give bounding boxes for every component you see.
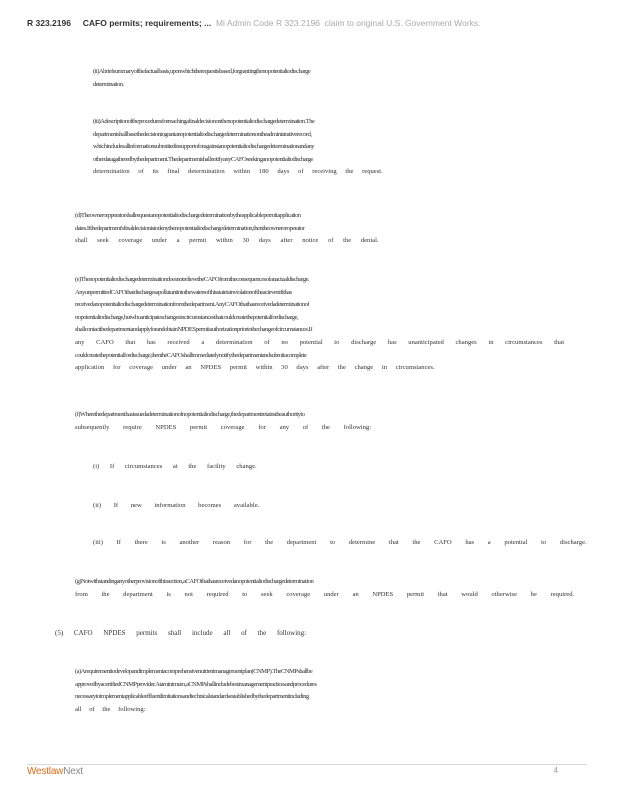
subsection-f-i bbox=[93, 461, 257, 474]
text-line: shallcontactthedepartmentandapplyforandobtainNPDESpermitauthorizationpriortothechangeofcircumstances.If bbox=[75, 326, 312, 334]
text-line: AnyunpermittedCAFOthatdischargesapollutantintothewatersofthisstateisinviolationoftheactevenifithas bbox=[75, 288, 292, 296]
text-line: whichincludesallinformationsubmittedinsupportoforagainstanopotentialtodischargedeterminationandany bbox=[93, 143, 315, 151]
text-line: all of the following: bbox=[75, 705, 146, 713]
subsection-a bbox=[75, 666, 316, 716]
text-line: otherdatagatheredbythedepartment.ThedepartmentshallnotifyanyCAFOseekinganopotentialtodischarge bbox=[93, 155, 313, 163]
subsection-g bbox=[75, 576, 574, 601]
logo-part-2: Next bbox=[63, 766, 83, 777]
text-line: couldcreatethepotentialfordischarge,thentheCAFOshallimmediatelynotifythedepartmentandsubmitacomplete bbox=[75, 351, 307, 359]
text-line: receivedanopotentialtodischargedeterminationfromthedepartment.AnyCAFOthathasreceivedadeterminationof bbox=[75, 301, 309, 309]
subsection-f-iii bbox=[93, 537, 587, 550]
doc-id-repeat: Mi Admin Code R 323.2196 bbox=[215, 18, 320, 28]
text-line: (5) CAFO NPDES permits shall include all of the following: bbox=[55, 629, 307, 637]
text-line: (iii)Adescriptionoftheproceduresforreachingafinaldecisiononthenopotentialtodischargedetermination.The bbox=[93, 118, 315, 125]
subsection-iii bbox=[93, 116, 383, 179]
text-line: nopotentialtodischarge,butwhoanticipateschangesincircumstancesthatcouldcreatethepotentialfordischarge, bbox=[75, 313, 299, 321]
text-line: (d)Theownerorpperatorshallrequestanopotentialtodischargedeterminationbytheapplicablepermitapplication bbox=[75, 212, 301, 219]
text-line: approvedbyacertifiedCNMPprovider.Ataminimum,aCNMPshallincludebestmanagementpracticesandprocedures bbox=[75, 680, 317, 688]
text-line: dates.Ifthedepartment'sfinaldecisionistodenythenopotentialtodischargedetermination,thentheowneroroperator bbox=[75, 224, 305, 232]
subsection-ii bbox=[93, 66, 310, 91]
text-line: (i) If circumstances at the facility change. bbox=[93, 463, 257, 470]
copyright-notice: claim to original U.S. Government Works. bbox=[324, 18, 481, 28]
subsection-d bbox=[75, 210, 379, 248]
text-line: necessarytoimplementapplicableeffluentlimitationsandtechnicalstandardsestablishedbythedepartmentincluding bbox=[75, 693, 309, 701]
footer-divider bbox=[27, 764, 587, 765]
text-line: (e)ThenopotentialtodischargedeterminationdoesnotrelievetheCAFOfromtheconsequencesofanactualdischarge. bbox=[75, 276, 310, 283]
text-line: from the department is not required to seek coverage under an NPDES permit that would otherwise be required. bbox=[75, 590, 575, 598]
subsection-f-ii bbox=[93, 500, 259, 513]
text-line: (iii) If there is another reason for the department to determine that the CAFO has a potential to discharge. bbox=[93, 539, 587, 546]
text-line: (ii)Abriefsummaryofthefactualbasis,uponwhichtherequestisbased,forgrantingthenopotentialtodischarge bbox=[93, 68, 311, 75]
page-header bbox=[27, 18, 597, 28]
text-line: (g)Notwithstandinganyotherprovisionofthissection,aCAFOthathasreceivedanopotentialtodischargedetermination bbox=[75, 578, 314, 585]
text-line: subsequently require NPDES permit coverage for any of the following: bbox=[75, 423, 372, 431]
text-line: (a)Arequirementtodevelopandimplementacomprehensivenutrientmanagementplan(CNMP).TheCNMPshallbe bbox=[75, 668, 313, 675]
subsection-f bbox=[75, 409, 371, 434]
logo-part-1: Westlaw bbox=[27, 766, 64, 777]
text-line: departmentshallbasethedecisiontograntanopotentialtodischargedeterminationontheadministrativerecord, bbox=[93, 130, 312, 138]
section-5-heading bbox=[55, 627, 306, 640]
doc-id: R 323.2196 bbox=[27, 18, 71, 28]
subsection-e bbox=[75, 274, 564, 375]
text-line: any CAFO that has received a determination of no potential to discharge has unanticipated changes in circumstances that bbox=[75, 338, 565, 346]
doc-title: CAFO permits; requirements; ... bbox=[82, 18, 212, 28]
westlaw-next-logo bbox=[27, 766, 83, 777]
page-number: 4 bbox=[553, 766, 558, 775]
text-line: application for coverage under an NPDES permit within 30 days after the change in circumstances. bbox=[75, 364, 435, 372]
text-line: (ii) If new information becomes available. bbox=[93, 502, 260, 509]
text-line: (f)Wherethedepartmenthasissuedadeterminationofnopotentialtodischarge,thedepartmentretainstheauthorityto bbox=[75, 411, 305, 418]
text-line: determination. bbox=[93, 80, 124, 88]
text-line: determination of its final determination within 180 days of receiving the request. bbox=[93, 168, 383, 176]
text-line: shall seek coverage under a permit within 30 days after notice of the denial. bbox=[75, 237, 379, 245]
